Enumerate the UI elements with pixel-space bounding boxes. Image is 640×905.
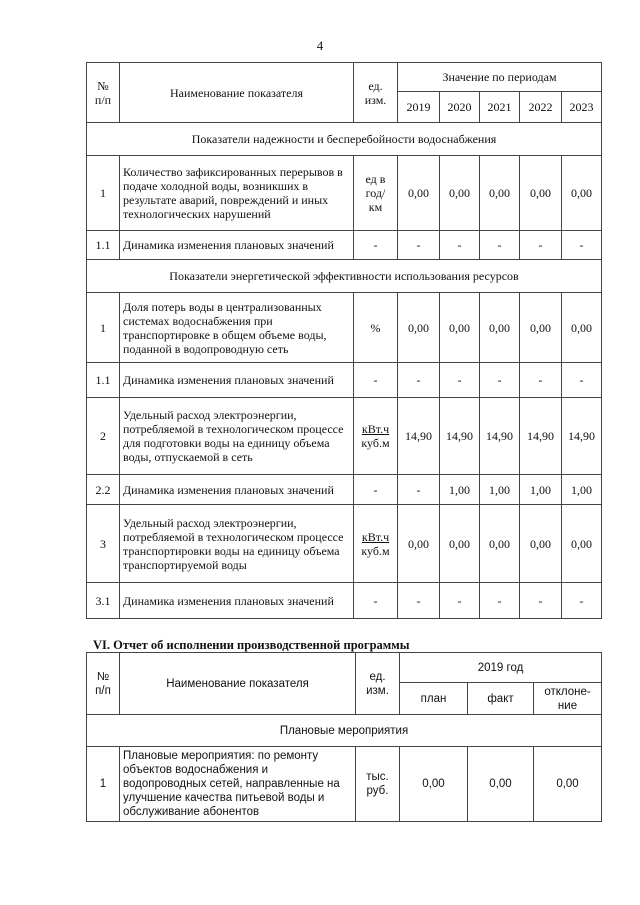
page-number: 4 — [316, 38, 324, 53]
col-header-unit: ед. изм. — [354, 63, 398, 123]
row-value: - — [562, 583, 602, 619]
col-header-fact: факт — [468, 683, 534, 715]
unit-denominator: куб.м — [361, 436, 390, 450]
row-unit: - — [354, 583, 398, 619]
unit-numerator: кВт.ч — [361, 422, 390, 436]
row-num: 3.1 — [87, 583, 120, 619]
row-value: 1,00 — [562, 475, 602, 505]
col-header-periods: Значение по периодам — [398, 63, 602, 92]
row-value: 0,00 — [562, 293, 602, 363]
table-row — [87, 231, 602, 260]
row-name: Удельный расход электроэнергии, потребляемой в технологическом процессе транспортировки воды на единицу объема транспортируемой воды — [120, 505, 354, 583]
section-heading: VI. Отчет об исполнении производственной программы — [93, 638, 410, 652]
row-value: - — [480, 363, 520, 398]
row-value: - — [440, 363, 480, 398]
year-header: 2023 — [562, 92, 602, 123]
table-row — [87, 293, 602, 363]
row-value: 1,00 — [480, 475, 520, 505]
section-row-reliability: Показатели надежности и бесперебойности водоснабжения — [87, 123, 602, 156]
row-value: 0,00 — [520, 293, 562, 363]
row-value: - — [440, 583, 480, 619]
row-name: Динамика изменения плановых значений — [120, 231, 354, 260]
row-value: 0,00 — [398, 293, 440, 363]
row-value: 14,90 — [562, 398, 602, 475]
row-unit: % — [354, 293, 398, 363]
row-value: - — [520, 363, 562, 398]
row-value: 0,00 — [562, 505, 602, 583]
row-name: Количество зафиксированных перерывов в подаче холодной воды, возникших в результате аварий, повреждений и иных технологических нарушений — [120, 156, 354, 231]
row-unit: ед в год/ км — [354, 156, 398, 231]
row-value: 0,00 — [480, 505, 520, 583]
row-value: - — [398, 583, 440, 619]
row-num: 1.1 — [87, 231, 120, 260]
col-header-plan: план — [400, 683, 468, 715]
row-value: 0,00 — [398, 156, 440, 231]
row-name: Динамика изменения плановых значений — [120, 475, 354, 505]
table-row — [87, 398, 602, 475]
row-value: - — [562, 363, 602, 398]
row-value: 14,90 — [398, 398, 440, 475]
row-deviation: 0,00 — [534, 747, 602, 822]
year-header: 2022 — [520, 92, 562, 123]
row-value: - — [398, 231, 440, 260]
section-row-planned: Плановые мероприятия — [87, 715, 602, 747]
col-header-name: Наименование показателя — [120, 653, 356, 715]
table-row — [87, 505, 602, 583]
table-row — [87, 747, 602, 822]
row-name: Динамика изменения плановых значений — [120, 363, 354, 398]
row-num: 2.2 — [87, 475, 120, 505]
row-value: - — [398, 475, 440, 505]
row-unit: тыс. руб. — [356, 747, 400, 822]
row-value: - — [440, 231, 480, 260]
row-value: 14,90 — [440, 398, 480, 475]
row-num: 1 — [87, 293, 120, 363]
row-fact: 0,00 — [468, 747, 534, 822]
table-row — [87, 583, 602, 619]
col-header-num: № п/п — [87, 653, 120, 715]
col-header-year: 2019 год — [400, 653, 602, 683]
row-value: - — [562, 231, 602, 260]
row-value: 14,90 — [480, 398, 520, 475]
row-unit — [354, 505, 398, 583]
row-unit — [354, 398, 398, 475]
col-header-name: Наименование показателя — [120, 63, 354, 123]
indicators-table — [86, 62, 602, 619]
row-name: Плановые мероприятия: по ремонту объектов водоснабжения и водопроводных сетей, направленные на улучшение качества питьевой воды и обслуживание абонентов — [120, 747, 356, 822]
row-plan: 0,00 — [400, 747, 468, 822]
table-row — [87, 363, 602, 398]
row-value: 0,00 — [440, 505, 480, 583]
program-report-table — [86, 652, 602, 822]
row-num: 1.1 — [87, 363, 120, 398]
row-unit: - — [354, 231, 398, 260]
row-num: 1 — [87, 156, 120, 231]
row-value: 1,00 — [440, 475, 480, 505]
year-header: 2020 — [440, 92, 480, 123]
section-row-efficiency: Показатели энергетической эффективности использования ресурсов — [87, 260, 602, 293]
unit-denominator: куб.м — [361, 543, 390, 558]
unit-numerator: кВт.ч — [361, 529, 390, 544]
row-value: 0,00 — [520, 505, 562, 583]
row-value: - — [398, 363, 440, 398]
year-header: 2021 — [480, 92, 520, 123]
row-value: - — [480, 231, 520, 260]
row-unit: - — [354, 363, 398, 398]
row-name: Удельный расход электроэнергии, потребляемой в технологическом процессе для подготовки воды на единицу объема воды, отпускаемой в сеть — [120, 398, 354, 475]
row-value: 0,00 — [440, 293, 480, 363]
col-header-deviation: отклоне- ние — [534, 683, 602, 715]
row-value: 0,00 — [520, 156, 562, 231]
row-value: 0,00 — [398, 505, 440, 583]
row-value: 14,90 — [520, 398, 562, 475]
row-value: - — [480, 583, 520, 619]
row-num: 1 — [87, 747, 120, 822]
table-row — [87, 475, 602, 505]
col-header-num: № п/п — [87, 63, 120, 123]
row-name: Динамика изменения плановых значений — [120, 583, 354, 619]
row-unit: - — [354, 475, 398, 505]
row-value: 0,00 — [562, 156, 602, 231]
row-value: 1,00 — [520, 475, 562, 505]
row-value: - — [520, 583, 562, 619]
row-value: 0,00 — [440, 156, 480, 231]
col-header-unit: ед. изм. — [356, 653, 400, 715]
row-name: Доля потерь воды в централизованных системах водоснабжения при транспортировке в общем объеме воды, поданной в водопроводную сеть — [120, 293, 354, 363]
row-num: 3 — [87, 505, 120, 583]
table-row — [87, 156, 602, 231]
row-value: 0,00 — [480, 293, 520, 363]
row-value: 0,00 — [480, 156, 520, 231]
row-value: - — [520, 231, 562, 260]
year-header: 2019 — [398, 92, 440, 123]
row-num: 2 — [87, 398, 120, 475]
